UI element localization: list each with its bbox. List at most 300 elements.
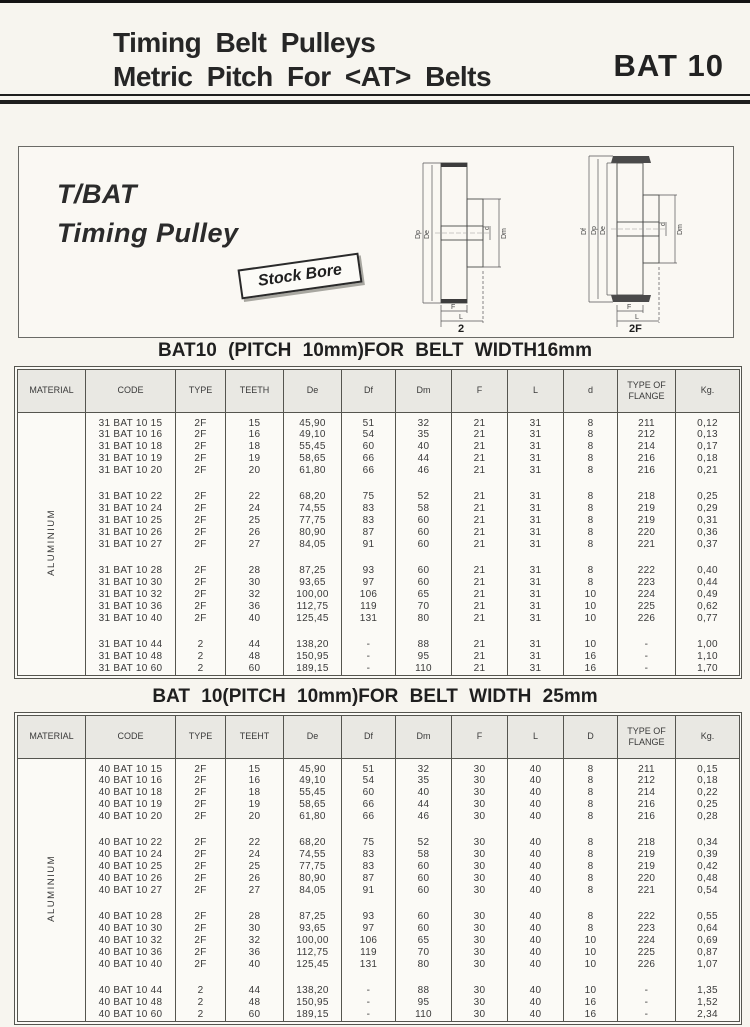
cell: 2 (176, 985, 226, 997)
cell: 2F (176, 613, 226, 625)
cell: 2F (176, 565, 226, 577)
cell: 216 (618, 811, 676, 823)
table-row (18, 985, 740, 997)
table-row (18, 923, 740, 935)
spacer-cell (284, 551, 342, 565)
column-header-type-of-flange: TYPE OF FLANGE (618, 370, 676, 413)
cell: 0,42 (676, 861, 740, 873)
cell: 51 (342, 759, 396, 776)
cell: 77,75 (284, 861, 342, 873)
column-header-l: L (508, 370, 564, 413)
cell: 58,65 (284, 799, 342, 811)
cell: 16 (564, 1009, 618, 1021)
cell: 2F (176, 885, 226, 897)
cell: 31 BAT 10 27 (86, 539, 176, 551)
cell: 84,05 (284, 885, 342, 897)
cell: 106 (342, 935, 396, 947)
dim-label-de: De (424, 230, 431, 239)
cell: 30 (452, 849, 508, 861)
cell: 40 (508, 759, 564, 776)
spacer-cell (452, 971, 508, 985)
cell: 2F (176, 589, 226, 601)
spacer-cell (226, 971, 284, 985)
spacer-cell (226, 897, 284, 911)
spacer-cell (226, 551, 284, 565)
cell: 31 (508, 589, 564, 601)
group-spacer-row (18, 897, 740, 911)
cell: 16 (564, 663, 618, 675)
cell: - (342, 663, 396, 675)
spacer-cell (226, 823, 284, 837)
cell: 31 (508, 663, 564, 675)
column-header-dm: Dm (396, 716, 452, 759)
cell: 93 (342, 565, 396, 577)
spacer-cell (676, 971, 740, 985)
pulley-diagram-2f (575, 149, 710, 333)
cell: 0,77 (676, 613, 740, 625)
cell: 30 (452, 985, 508, 997)
cell: 60 (226, 1009, 284, 1021)
cell: 40 (508, 923, 564, 935)
spacer-cell (564, 897, 618, 911)
cell: 2F (176, 601, 226, 613)
cell: 131 (342, 959, 396, 971)
cell: 93,65 (284, 577, 342, 589)
cell: 0,44 (676, 577, 740, 589)
spacer-cell (618, 625, 676, 639)
cell: 40 (508, 947, 564, 959)
cell: 31 BAT 10 18 (86, 441, 176, 453)
cell: 40 BAT 10 48 (86, 997, 176, 1009)
spec-table-width25 (17, 715, 740, 1022)
cell: 48 (226, 997, 284, 1009)
column-header-type-of-flange: TYPE OF FLANGE (618, 716, 676, 759)
cell: 40 (508, 787, 564, 799)
cell: 8 (564, 787, 618, 799)
cell: 2 (176, 651, 226, 663)
cell: 40 BAT 10 28 (86, 911, 176, 923)
cell: 60 (342, 441, 396, 453)
cell: 21 (452, 639, 508, 651)
cell: 83 (342, 503, 396, 515)
dim-label-dm: Dm (501, 228, 508, 239)
cell: 51 (342, 413, 396, 430)
cell: 25 (226, 861, 284, 873)
cell: 30 (452, 837, 508, 849)
dim-label-d: d (484, 226, 491, 230)
cell: 30 (452, 787, 508, 799)
cell: 212 (618, 429, 676, 441)
table2-body (18, 759, 740, 1022)
cell: - (342, 997, 396, 1009)
cell: 36 (226, 601, 284, 613)
column-header-material: MATERIAL (18, 370, 86, 413)
cell: 20 (226, 465, 284, 477)
cell: 28 (226, 565, 284, 577)
table-row (18, 935, 740, 947)
cell: 119 (342, 947, 396, 959)
cell: 1,00 (676, 639, 740, 651)
cell: 1,70 (676, 663, 740, 675)
spacer-cell (396, 823, 452, 837)
spacer-cell (564, 625, 618, 639)
cell: 40 (396, 787, 452, 799)
cell: 219 (618, 515, 676, 527)
cell: 2F (176, 441, 226, 453)
spacer-cell (396, 971, 452, 985)
table-row (18, 651, 740, 663)
pulley-diagram-2 (401, 153, 521, 333)
spacer-cell (508, 551, 564, 565)
cell: 0,12 (676, 413, 740, 430)
cell: 10 (564, 985, 618, 997)
cell: 2F (176, 465, 226, 477)
cell: 49,10 (284, 429, 342, 441)
cell: 8 (564, 503, 618, 515)
dim-label-df: Df (581, 228, 588, 235)
cell: 31 BAT 10 36 (86, 601, 176, 613)
table-row (18, 759, 740, 776)
cell: 31 (508, 491, 564, 503)
cell: 52 (396, 491, 452, 503)
cell: 40 (226, 613, 284, 625)
cell: 44 (226, 985, 284, 997)
cell: 40 (508, 911, 564, 923)
spacer-cell (452, 625, 508, 639)
cell: 30 (452, 923, 508, 935)
cell: 0,21 (676, 465, 740, 477)
cell: 125,45 (284, 613, 342, 625)
table1-title: BAT10 (PITCH 10mm)FOR BELT WIDTH16mm (158, 340, 592, 361)
cell: 91 (342, 885, 396, 897)
cell: 60 (396, 577, 452, 589)
spacer-cell (342, 625, 396, 639)
table-row (18, 663, 740, 675)
cell: 31 (508, 539, 564, 551)
cell: 221 (618, 885, 676, 897)
cell: 31 BAT 10 26 (86, 527, 176, 539)
spacer-cell (176, 477, 226, 491)
table-row (18, 947, 740, 959)
cell: 224 (618, 589, 676, 601)
cell: 1,35 (676, 985, 740, 997)
cell: 8 (564, 465, 618, 477)
cell: 2F (176, 775, 226, 787)
table2-title: BAT 10(PITCH 10mm)FOR BELT WIDTH 25mm (152, 686, 598, 707)
cell: 8 (564, 565, 618, 577)
cell: - (618, 663, 676, 675)
cell: 110 (396, 1009, 452, 1021)
cell: 30 (452, 861, 508, 873)
cell: 0,22 (676, 787, 740, 799)
spacer-cell (452, 477, 508, 491)
cell: 10 (564, 589, 618, 601)
cell: 31 (508, 413, 564, 430)
cell: 8 (564, 885, 618, 897)
cell: 1,52 (676, 997, 740, 1009)
cell: 21 (452, 491, 508, 503)
column-header-de: De (284, 370, 342, 413)
cell: 40 BAT 10 22 (86, 837, 176, 849)
cell: 40 BAT 10 19 (86, 799, 176, 811)
cell: 31 BAT 10 20 (86, 465, 176, 477)
cell: 31 (508, 601, 564, 613)
spacer-cell (618, 823, 676, 837)
cell: 31 (508, 527, 564, 539)
cell: 70 (396, 947, 452, 959)
cell: 49,10 (284, 775, 342, 787)
cell: 222 (618, 565, 676, 577)
cell: 30 (452, 759, 508, 776)
cell: 44 (226, 639, 284, 651)
column-header-l: L (508, 716, 564, 759)
cell: 40 BAT 10 24 (86, 849, 176, 861)
cell: 100,00 (284, 935, 342, 947)
cell: 60 (396, 885, 452, 897)
column-header-code: CODE (86, 716, 176, 759)
column-header-d: D (564, 716, 618, 759)
cell: 40 (508, 837, 564, 849)
material-cell (18, 413, 86, 676)
spacer-cell (676, 823, 740, 837)
cell: 31 (508, 565, 564, 577)
cell: 60 (396, 515, 452, 527)
table1-body (18, 413, 740, 676)
product-name (57, 175, 239, 253)
spacer-cell (452, 551, 508, 565)
spacer-cell (508, 625, 564, 639)
cell: 216 (618, 465, 676, 477)
column-header-df: Df (342, 716, 396, 759)
cell: 31 (508, 515, 564, 527)
cell: 40 BAT 10 44 (86, 985, 176, 997)
cell: 2 (176, 997, 226, 1009)
cell: 2F (176, 935, 226, 947)
cell: 21 (452, 601, 508, 613)
cell: 25 (226, 515, 284, 527)
table-row (18, 787, 740, 799)
cell: 31 BAT 10 30 (86, 577, 176, 589)
table-row (18, 997, 740, 1009)
cell: 30 (452, 959, 508, 971)
spacer-cell (342, 823, 396, 837)
cell: 61,80 (284, 811, 342, 823)
cell: 8 (564, 539, 618, 551)
cell: 40 (508, 861, 564, 873)
cell: 0,54 (676, 885, 740, 897)
cell: 31 BAT 10 60 (86, 663, 176, 675)
cell: 31 BAT 10 40 (86, 613, 176, 625)
cell: 16 (226, 429, 284, 441)
cell: 8 (564, 527, 618, 539)
cell: 2F (176, 799, 226, 811)
spacer-cell (176, 897, 226, 911)
cell: 60 (396, 911, 452, 923)
cell: 2 (176, 639, 226, 651)
spacer-cell (618, 551, 676, 565)
cell: 16 (564, 997, 618, 1009)
cell: 31 (508, 503, 564, 515)
cell: 88 (396, 639, 452, 651)
cell: 30 (226, 577, 284, 589)
product-name-line2: Timing Pulley (57, 218, 239, 249)
cell: 31 (508, 613, 564, 625)
cell: 119 (342, 601, 396, 613)
cell: 83 (342, 861, 396, 873)
cell: 0,62 (676, 601, 740, 613)
cell: 2F (176, 861, 226, 873)
cell: 2F (176, 873, 226, 885)
cell: 226 (618, 959, 676, 971)
cell: 218 (618, 491, 676, 503)
column-header-dm: Dm (396, 370, 452, 413)
spacer-cell (676, 625, 740, 639)
material-label: ALUMINIUM (45, 508, 57, 576)
cell: 0,64 (676, 923, 740, 935)
cell: 150,95 (284, 997, 342, 1009)
column-header-d: d (564, 370, 618, 413)
cell: 131 (342, 613, 396, 625)
cell: 77,75 (284, 515, 342, 527)
cell: 66 (342, 453, 396, 465)
cell: 40 (508, 811, 564, 823)
cell: 226 (618, 613, 676, 625)
cell: 2F (176, 811, 226, 823)
cell: 31 BAT 10 25 (86, 515, 176, 527)
spacer-cell (86, 551, 176, 565)
cell: 65 (396, 935, 452, 947)
cell: 46 (396, 811, 452, 823)
cell: 19 (226, 453, 284, 465)
cell: 8 (564, 861, 618, 873)
cell: 8 (564, 413, 618, 430)
cell: 0,28 (676, 811, 740, 823)
spacer-cell (176, 971, 226, 985)
cell: 150,95 (284, 651, 342, 663)
diagram-caption-2: 2 (458, 323, 465, 333)
cell: 31 (508, 577, 564, 589)
spacer-cell (618, 897, 676, 911)
cell: 8 (564, 837, 618, 849)
cell: 8 (564, 849, 618, 861)
table-row (18, 465, 740, 477)
cell: 31 BAT 10 16 (86, 429, 176, 441)
cell: 16 (226, 775, 284, 787)
cell: 0,25 (676, 799, 740, 811)
cell: 30 (452, 799, 508, 811)
page-title (113, 26, 491, 94)
cell: 40 BAT 10 26 (86, 873, 176, 885)
table-row (18, 453, 740, 465)
cell: 91 (342, 539, 396, 551)
cell: 10 (564, 601, 618, 613)
cell: 223 (618, 923, 676, 935)
spacer-cell (508, 971, 564, 985)
dim-label-dp: Dp (415, 230, 422, 239)
cell: 74,55 (284, 503, 342, 515)
cell: 138,20 (284, 639, 342, 651)
cell: 60 (396, 873, 452, 885)
cell: - (618, 1009, 676, 1021)
cell: 216 (618, 799, 676, 811)
cell: 214 (618, 441, 676, 453)
product-name-line1: T/BAT (57, 179, 137, 209)
column-header-teeth: TEETH (226, 370, 284, 413)
cell: 214 (618, 787, 676, 799)
cell: - (618, 997, 676, 1009)
cell: 15 (226, 759, 284, 776)
cell: 8 (564, 453, 618, 465)
cell: 2F (176, 849, 226, 861)
cell: 8 (564, 491, 618, 503)
cell: 21 (452, 441, 508, 453)
material-label: ALUMINIUM (45, 854, 57, 922)
cell: 66 (342, 465, 396, 477)
cell: 27 (226, 539, 284, 551)
cell: 26 (226, 527, 284, 539)
cell: 60 (396, 565, 452, 577)
cell: 211 (618, 413, 676, 430)
cell: 2F (176, 787, 226, 799)
cell: 225 (618, 947, 676, 959)
column-header-df: Df (342, 370, 396, 413)
cell: 8 (564, 429, 618, 441)
table-row (18, 885, 740, 897)
cell: 35 (396, 429, 452, 441)
cell: 222 (618, 911, 676, 923)
cell: 112,75 (284, 601, 342, 613)
spacer-cell (564, 971, 618, 985)
cell: 0,36 (676, 527, 740, 539)
cell: 224 (618, 935, 676, 947)
spacer-cell (284, 625, 342, 639)
cell: - (342, 985, 396, 997)
cell: 40 (508, 935, 564, 947)
cell: 32 (226, 589, 284, 601)
cell: 40 BAT 10 40 (86, 959, 176, 971)
column-header-teeht: TEEHT (226, 716, 284, 759)
cell: 30 (452, 935, 508, 947)
cell: 83 (342, 849, 396, 861)
cell: 30 (452, 873, 508, 885)
spacer-cell (452, 897, 508, 911)
cell: 18 (226, 441, 284, 453)
cell: 0,37 (676, 539, 740, 551)
spacer-cell (176, 551, 226, 565)
cell: 58,65 (284, 453, 342, 465)
group-spacer-row (18, 551, 740, 565)
table1-wrapper (14, 366, 742, 679)
dim-label-l: L (635, 314, 639, 321)
cell: 26 (226, 873, 284, 885)
table-row (18, 527, 740, 539)
cell: 36 (226, 947, 284, 959)
table-row (18, 491, 740, 503)
cell: 138,20 (284, 985, 342, 997)
cell: 21 (452, 413, 508, 430)
table-row (18, 565, 740, 577)
stock-bore-label: Stock Bore (256, 261, 343, 290)
cell: 0,34 (676, 837, 740, 849)
table-row (18, 873, 740, 885)
header-row (18, 370, 740, 413)
cell: 30 (452, 811, 508, 823)
cell: 31 BAT 10 24 (86, 503, 176, 515)
column-header-f: F (452, 370, 508, 413)
cell: 30 (452, 947, 508, 959)
cell: 31 (508, 639, 564, 651)
cell: 2 (176, 663, 226, 675)
